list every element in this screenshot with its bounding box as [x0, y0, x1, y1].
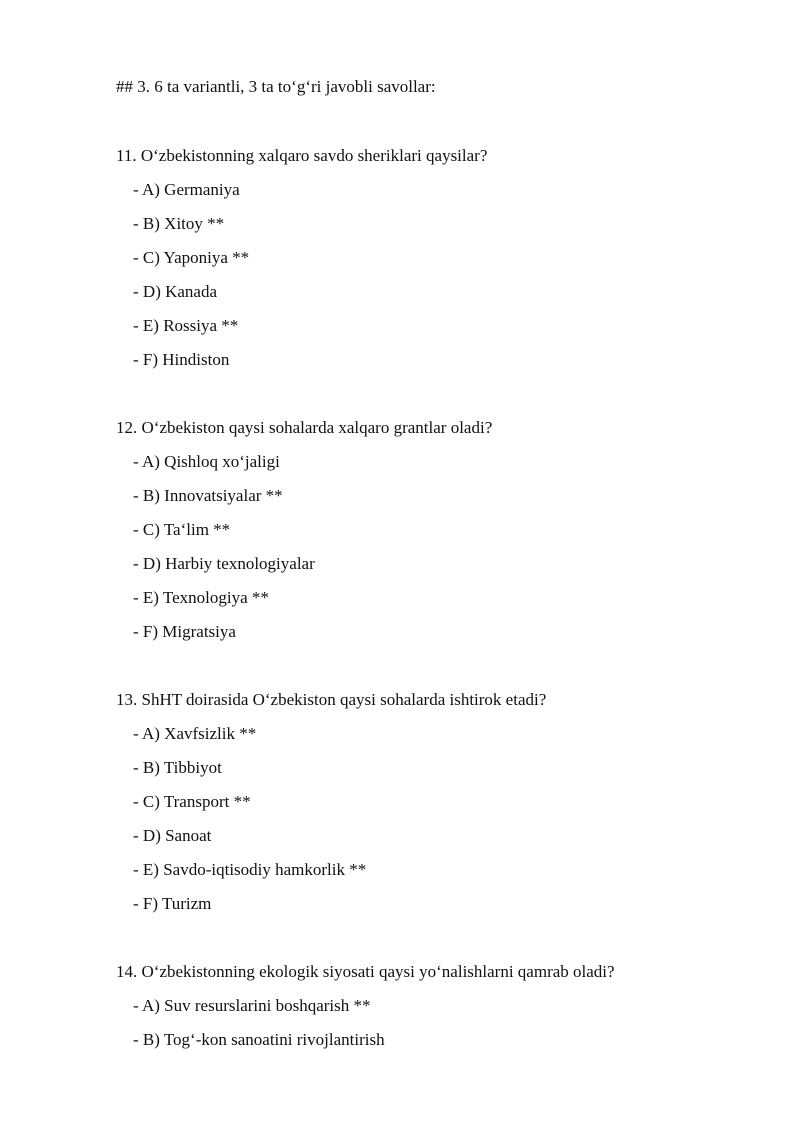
- answer-option: - E) Rossiya **: [133, 316, 239, 335]
- question-text: 12. O‘zbekiston qaysi sohalarda xalqaro grantlar oladi?: [116, 418, 493, 437]
- question-12: [116, 418, 776, 656]
- answer-option: - E) Texnologiya **: [133, 588, 269, 607]
- question-text: 11. O‘zbekistonning xalqaro savdo sheriklari qaysilar?: [116, 146, 488, 165]
- question-text: 13. ShHT doirasida O‘zbekiston qaysi sohalarda ishtirok etadi?: [116, 690, 547, 709]
- answer-option: - F) Migratsiya: [133, 622, 236, 641]
- answer-option: - B) Xitoy **: [133, 214, 225, 233]
- answer-option: - E) Savdo-iqtisodiy hamkorlik **: [133, 860, 367, 879]
- answer-option: - D) Kanada: [133, 282, 218, 301]
- answer-option: - A) Qishloq xo‘jaligi: [133, 452, 280, 471]
- section-heading: ## 3. 6 ta variantli, 3 ta to‘g‘ri javobli savollar:: [116, 77, 436, 96]
- question-text: 14. O‘zbekistonning ekologik siyosati qaysi yo‘nalishlarni qamrab oladi?: [116, 962, 615, 981]
- answer-option: - F) Turizm: [133, 894, 212, 913]
- answer-option: - C) Transport **: [133, 792, 251, 811]
- answer-option: - B) Tibbiyot: [133, 758, 222, 777]
- question-13: [116, 690, 776, 928]
- answer-option: - C) Yaponiya **: [133, 248, 250, 267]
- answer-option: - A) Suv resurslarini boshqarish **: [133, 996, 371, 1015]
- answer-option: - D) Harbiy texnologiyalar: [133, 554, 315, 573]
- question-11: [116, 146, 776, 384]
- answer-option: - D) Sanoat: [133, 826, 212, 845]
- answer-option: - B) Innovatsiyalar **: [133, 486, 283, 505]
- answer-option: - A) Xavfsizlik **: [133, 724, 257, 743]
- answer-option: - A) Germaniya: [133, 180, 240, 199]
- answer-option: - F) Hindiston: [133, 350, 230, 369]
- question-14: [116, 962, 776, 1064]
- answer-option: - B) Tog‘-kon sanoatini rivojlantirish: [133, 1030, 385, 1049]
- answer-option: - C) Ta‘lim **: [133, 520, 231, 539]
